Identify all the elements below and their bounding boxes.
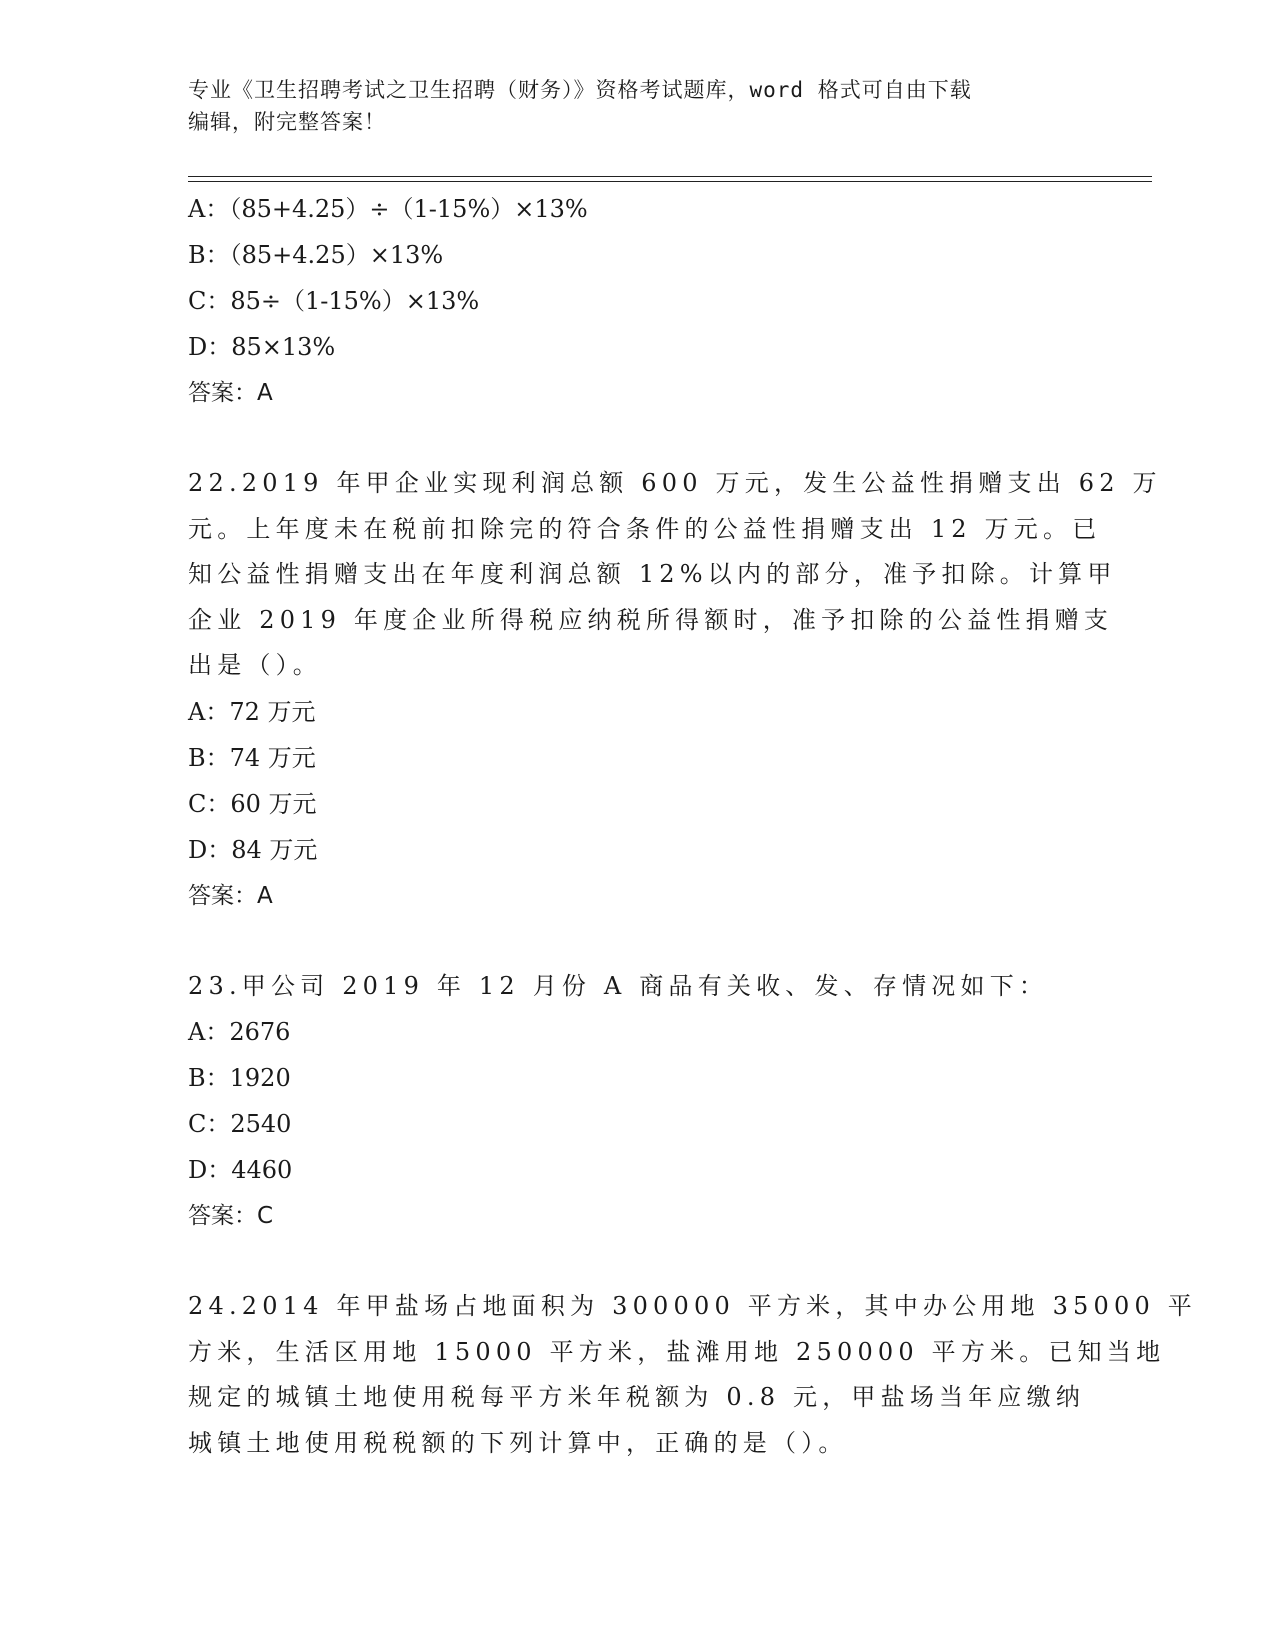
- option-a: A：（85+4.25）÷（1-15%）×13%: [188, 195, 588, 223]
- header-line-1: 专业《卫生招聘考试之卫生招聘（财务）》资格考试题库，word 格式可自由下载: [188, 78, 972, 102]
- question-text-line: 企业 2019 年度企业所得税应纳税所得额时，准予扣除的公益性捐赠支: [188, 605, 1114, 634]
- question-24-stem: [188, 1284, 1197, 1466]
- option-c: C：60 万元: [188, 789, 317, 818]
- option-c: C：85÷（1-15%）×13%: [188, 287, 480, 315]
- answer: 答案：C: [188, 1203, 274, 1229]
- question-text-line: 22.2019 年甲企业实现利润总额 600 万元，发生公益性捐赠支出 62 万: [188, 469, 1162, 497]
- option-b: B：1920: [188, 1064, 291, 1092]
- page-header: [188, 74, 1068, 138]
- option-d: D：4460: [188, 1156, 293, 1184]
- question-21-options: [188, 186, 1088, 416]
- question-text-line: 规定的城镇土地使用税每平方米年税额为 0.8 元，甲盐场当年应缴纳: [188, 1383, 1086, 1411]
- question-22-stem: [188, 461, 1162, 689]
- question-22-options: [188, 689, 1088, 919]
- question-text-line: 24.2014 年甲盐场占地面积为 300000 平方米，其中办公用地 35000 平: [188, 1292, 1197, 1320]
- question-23-stem: [188, 964, 1068, 1010]
- option-b: B：（85+4.25）×13%: [188, 241, 444, 269]
- header-divider-top: [188, 176, 1152, 177]
- question-text-line: 方米，生活区用地 15000 平方米，盐滩用地 250000 平方米。已知当地: [188, 1337, 1166, 1366]
- option-b: B：74 万元: [188, 743, 316, 772]
- question-content: [188, 186, 1197, 1466]
- question-23-options: [188, 1009, 1088, 1239]
- question-text-line: 出是（）。: [188, 651, 322, 679]
- question-text-line: 知公益性捐赠支出在年度利润总额 12%以内的部分，准予扣除。计算甲: [188, 560, 1117, 588]
- header-divider-bottom: [188, 181, 1152, 182]
- option-c: C：2540: [188, 1110, 292, 1138]
- option-a: A：72 万元: [188, 697, 316, 726]
- question-text-line: 城镇土地使用税税额的下列计算中，正确的是（）。: [188, 1428, 848, 1457]
- question-text-line: 元。上年度未在税前扣除完的符合条件的公益性捐赠支出 12 万元。已: [188, 514, 1102, 543]
- answer: 答案：A: [188, 882, 273, 909]
- header-line-2: 编辑，附完整答案！: [188, 110, 386, 134]
- option-d: D：84 万元: [188, 835, 318, 864]
- question-text-line: 23.甲公司 2019 年 12 月份 A 商品有关收、发、存情况如下：: [188, 971, 1049, 1000]
- option-a: A：2676: [188, 1018, 291, 1046]
- answer: 答案：A: [188, 380, 273, 406]
- option-d: D：85×13%: [188, 333, 336, 361]
